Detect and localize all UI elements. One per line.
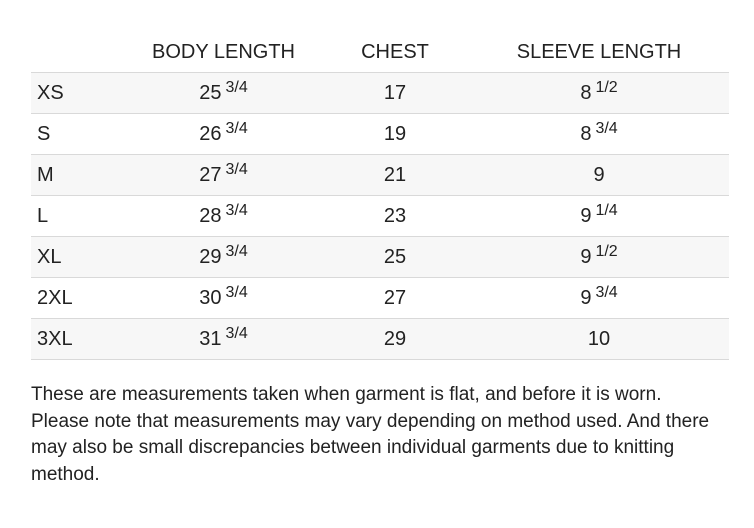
chest-value: 29 [321,319,469,360]
body-length-value-whole: 29 [199,245,222,268]
size-chart-table [31,32,729,360]
size-chart [31,32,729,360]
body-length-value-fraction: 3/4 [225,160,248,178]
sleeve-length-value-whole: 10 [587,327,611,350]
body-length-value-whole: 28 [199,204,222,227]
chest-value: 21 [321,155,469,196]
sleeve-length-value-fraction: 3/4 [595,119,618,137]
sleeve-length-value [469,237,729,278]
sleeve-length-value [469,319,729,360]
body-length-value-fraction: 3/4 [225,119,248,137]
sleeve-length-value-fraction: 1/4 [595,201,618,219]
body-length-value-whole: 31 [199,327,222,350]
body-length-value [126,319,321,360]
body-length-value-fraction: 3/4 [225,201,248,219]
header-chest: CHEST [321,32,469,73]
body-length-value-whole: 30 [199,286,222,309]
body-length-value-fraction: 3/4 [225,324,248,342]
chest-value: 23 [321,196,469,237]
sleeve-length-value [469,114,729,155]
chest-value: 17 [321,73,469,114]
measurement-note: These are measurements taken when garment is flat, and before it is worn. Please note that measurements may vary depending on method used. And there may also be small discrepancies between individual garments due to knitting method. [31,384,710,485]
table-row [31,196,729,237]
header-size [31,32,126,73]
sleeve-length-value-whole: 9 [580,204,592,227]
body-length-value [126,73,321,114]
sleeve-length-value [469,155,729,196]
size-label: M [31,155,126,196]
body-length-value-whole: 27 [199,163,222,186]
body-length-value [126,196,321,237]
size-label: XS [31,73,126,114]
sleeve-length-value [469,196,729,237]
sleeve-length-value-whole: 8 [580,122,592,145]
body-length-value [126,278,321,319]
table-row [31,114,729,155]
sleeve-length-value-fraction: 1/2 [595,78,618,96]
sleeve-length-value [469,278,729,319]
sleeve-length-value-fraction: 3/4 [595,283,618,301]
size-label: 2XL [31,278,126,319]
body-length-value-whole: 26 [199,122,222,145]
body-length-value-whole: 25 [199,81,222,104]
header-sleeve-length: SLEEVE LENGTH [469,32,729,73]
header-body-length: BODY LENGTH [126,32,321,73]
body-length-value [126,155,321,196]
sleeve-length-value-whole: 9 [580,245,592,268]
sleeve-length-value-whole: 8 [580,81,592,104]
sleeve-length-value-fraction: 1/2 [595,242,618,260]
size-label: S [31,114,126,155]
table-row [31,73,729,114]
sleeve-length-value-whole: 9 [580,286,592,309]
size-label: XL [31,237,126,278]
table-body [31,73,729,360]
table-row [31,237,729,278]
body-length-value-fraction: 3/4 [225,78,248,96]
table-row [31,155,729,196]
chest-value: 19 [321,114,469,155]
chest-value: 27 [321,278,469,319]
body-length-value-fraction: 3/4 [225,242,248,260]
sleeve-length-value-whole: 9 [593,163,605,186]
body-length-value [126,237,321,278]
table-row [31,278,729,319]
size-label: L [31,196,126,237]
sleeve-length-value [469,73,729,114]
body-length-value [126,114,321,155]
table-header-row [31,32,729,73]
table-row [31,319,729,360]
size-label: 3XL [31,319,126,360]
body-length-value-fraction: 3/4 [225,283,248,301]
chest-value: 25 [321,237,469,278]
